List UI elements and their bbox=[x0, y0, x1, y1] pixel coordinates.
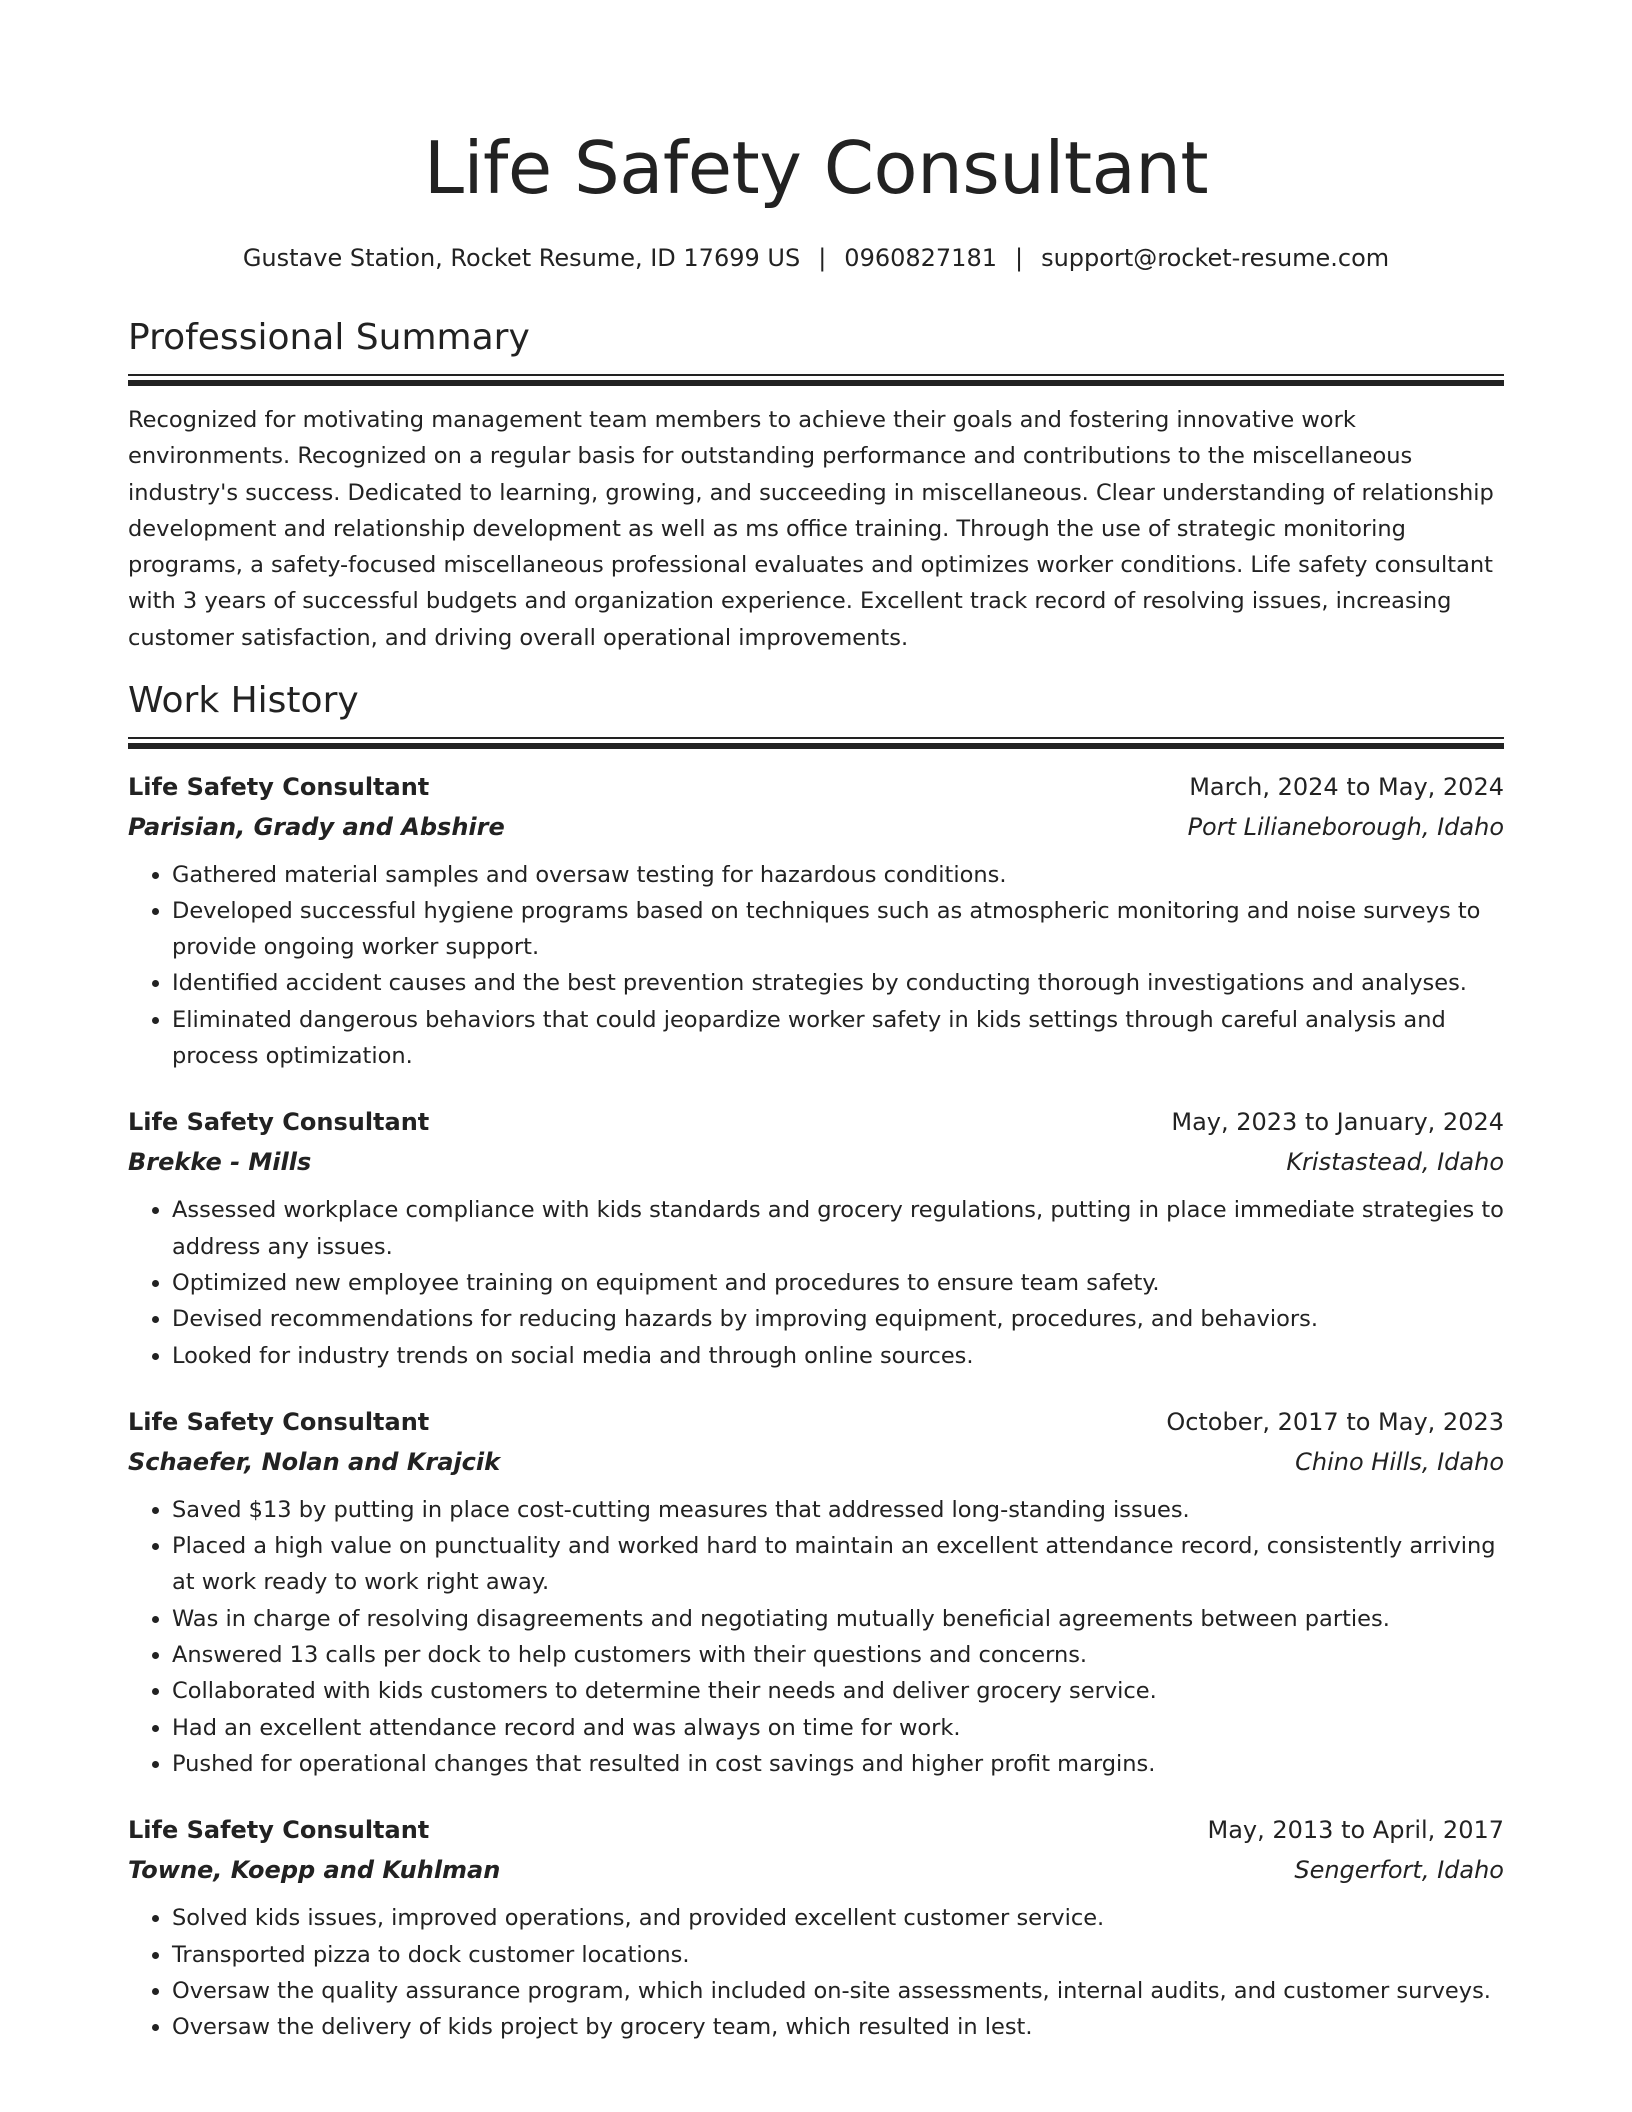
job-location: Chino Hills, Idaho bbox=[1295, 1447, 1504, 1476]
contact-separator: | bbox=[1015, 244, 1024, 272]
job-header-row bbox=[128, 767, 1504, 807]
job-bullet: • Gathered material samples and oversaw testing for hazardous conditions. bbox=[172, 857, 1504, 893]
job-company: Schaefer, Nolan and Krajcik bbox=[128, 1447, 501, 1476]
job-location: Kristastead, Idaho bbox=[1286, 1148, 1504, 1177]
section-title-work-history: Work History bbox=[128, 679, 359, 721]
job-location: Sengerfort, Idaho bbox=[1294, 1856, 1504, 1885]
job-bullet: • Assessed workplace compliance with kids standards and grocery regulations, putting in place immediate strategies to address any issues. bbox=[172, 1192, 1504, 1265]
job-bullet: • Solved kids issues, improved operations, and provided excellent customer service. bbox=[172, 1900, 1504, 1936]
job-dates: May, 2013 to April, 2017 bbox=[1207, 1816, 1504, 1845]
job-title: Life Safety Consultant bbox=[128, 1108, 430, 1137]
job-bullet: • Collaborated with kids customers to determine their needs and deliver grocery service. bbox=[172, 1673, 1504, 1709]
resume-name: Life Safety Consultant bbox=[423, 126, 1209, 210]
job-bullet-list bbox=[128, 1492, 1504, 1782]
job-bullet-list bbox=[128, 1192, 1504, 1373]
job-bullet: • Eliminated dangerous behaviors that could jeopardize worker safety in kids settings through careful analysis and process optimization. bbox=[172, 1002, 1504, 1075]
job-subheader-row bbox=[128, 1142, 1504, 1182]
section-divider bbox=[128, 737, 1504, 749]
job-bullet: • Answered 13 calls per dock to help customers with their questions and concerns. bbox=[172, 1637, 1504, 1673]
job-company: Parisian, Grady and Abshire bbox=[128, 812, 505, 841]
job-location: Port Lilianeborough, Idaho bbox=[1187, 812, 1504, 841]
job-bullet: • Pushed for operational changes that resulted in cost savings and higher profit margins. bbox=[172, 1746, 1504, 1782]
section-title-summary: Professional Summary bbox=[128, 317, 530, 358]
job-header-row bbox=[128, 1810, 1504, 1850]
job-bullet: • Devised recommendations for reducing hazards by improving equipment, procedures, and behaviors. bbox=[172, 1301, 1504, 1337]
summary-text: Recognized for motivating management team members to achieve their goals and fostering innovative work environments. Recognized on a regular basis for outstanding performance and contributions to the miscellaneous industry's success. Dedicated to learning, growing, and succeeding in miscellaneous. Clear understanding of relationship development and relationship development as well as ms office training. Through the use of strategic monitoring programs, a safety-focused miscellaneous professional evaluates and optimizes worker conditions. Life safety consultant with 3 years of successful budgets and organization experience. Excellent track record of resolving issues, increasing customer satisfaction, and driving overall operational improvements. bbox=[128, 407, 1494, 651]
job-bullet-list bbox=[128, 857, 1504, 1075]
job-entry bbox=[128, 767, 1504, 1075]
job-entry bbox=[128, 1810, 1504, 2045]
job-bullet: • Had an excellent attendance record and was always on time for work. bbox=[172, 1710, 1504, 1746]
job-bullet: • Transported pizza to dock customer locations. bbox=[172, 1937, 1504, 1973]
contact-address: Gustave Station, Rocket Resume, ID 17699 US bbox=[242, 244, 801, 272]
job-bullet: • Saved $13 by putting in place cost-cutting measures that addressed long-standing issues. bbox=[172, 1492, 1504, 1528]
job-bullet: • Was in charge of resolving disagreements and negotiating mutually beneficial agreements between parties. bbox=[172, 1601, 1504, 1637]
section-divider bbox=[128, 374, 1504, 386]
job-bullet: • Identified accident causes and the best prevention strategies by conducting thorough investigations and analyses. bbox=[172, 965, 1504, 1001]
job-dates: March, 2024 to May, 2024 bbox=[1189, 772, 1504, 801]
job-bullet: • Optimized new employee training on equipment and procedures to ensure team safety. bbox=[172, 1265, 1504, 1301]
job-entry bbox=[128, 1402, 1504, 1782]
job-dates: May, 2023 to January, 2024 bbox=[1171, 1108, 1504, 1137]
job-company: Towne, Koepp and Kuhlman bbox=[128, 1856, 501, 1885]
job-title: Life Safety Consultant bbox=[128, 1816, 430, 1845]
job-subheader-row bbox=[128, 807, 1504, 847]
job-header-row bbox=[128, 1402, 1504, 1442]
resume-page bbox=[128, 0, 1504, 2045]
job-entry bbox=[128, 1102, 1504, 1373]
job-dates: October, 2017 to May, 2023 bbox=[1166, 1407, 1504, 1436]
job-bullet: • Oversaw the quality assurance program, which included on-site assessments, internal audits, and customer surveys. bbox=[172, 1973, 1504, 2009]
contact-separator: | bbox=[818, 244, 827, 272]
job-bullet: • Looked for industry trends on social media and through online sources. bbox=[172, 1338, 1504, 1374]
contact-line bbox=[128, 242, 1504, 274]
job-subheader-row bbox=[128, 1442, 1504, 1482]
job-bullet: • Placed a high value on punctuality and worked hard to maintain an excellent attendance record, consistently arriving at work ready to work right away. bbox=[172, 1528, 1504, 1601]
contact-phone: 0960827181 bbox=[844, 244, 997, 272]
job-bullet-list bbox=[128, 1900, 1504, 2045]
job-bullet: • Developed successful hygiene programs based on techniques such as atmospheric monitoring and noise surveys to provide ongoing worker support. bbox=[172, 893, 1504, 966]
job-title: Life Safety Consultant bbox=[128, 1407, 430, 1436]
contact-email: support@rocket-resume.com bbox=[1041, 244, 1390, 272]
job-company: Brekke - Mills bbox=[128, 1148, 312, 1177]
job-subheader-row bbox=[128, 1850, 1504, 1890]
job-header-row bbox=[128, 1102, 1504, 1142]
job-title: Life Safety Consultant bbox=[128, 772, 430, 801]
job-bullet: • Oversaw the delivery of kids project by grocery team, which resulted in lest. bbox=[172, 2009, 1504, 2045]
